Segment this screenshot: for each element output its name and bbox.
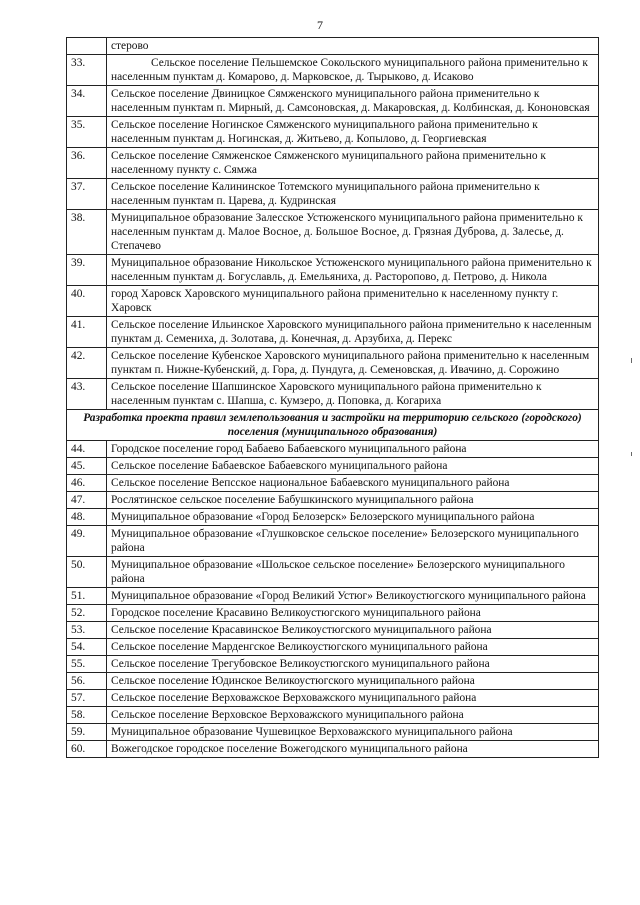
table-row bbox=[67, 639, 599, 656]
row-text: Муниципальное образование Никольское Устюженского муниципального района применительно к населенным пунктам д. Богуславль, д. Емельяниха, д. Расторопово, д. Петрово, д. Никола bbox=[107, 255, 599, 286]
row-number: 46. bbox=[67, 475, 107, 492]
row-number: 43. bbox=[67, 379, 107, 410]
table-row bbox=[67, 690, 599, 707]
row-number: 47. bbox=[67, 492, 107, 509]
scan-mark bbox=[631, 358, 632, 363]
row-text: Сельское поселение Марденгское Великоустюгского муниципального района bbox=[107, 639, 599, 656]
row-number: 34. bbox=[67, 86, 107, 117]
row-text: Сельское поселение Двиницкое Сямженского муниципального района применительно к населенным пунктам п. Мирный, д. Самсоновская, д. Макаровская, д. Колбинская, д. Кононовская bbox=[107, 86, 599, 117]
row-text: Сельское поселение Ногинское Сямженского муниципального района применительно к населенным пунктам д. Ногинская, д. Житьево, д. Копылово, д. Георгиевская bbox=[107, 117, 599, 148]
table-row bbox=[67, 526, 599, 557]
row-number: 59. bbox=[67, 724, 107, 741]
table-row bbox=[67, 588, 599, 605]
row-number: 49. bbox=[67, 526, 107, 557]
table-row bbox=[67, 255, 599, 286]
table-row bbox=[67, 348, 599, 379]
table-row bbox=[67, 509, 599, 526]
table-row bbox=[67, 605, 599, 622]
row-number: 33. bbox=[67, 55, 107, 86]
settlements-table bbox=[66, 37, 599, 758]
table-row bbox=[67, 55, 599, 86]
row-number: 60. bbox=[67, 741, 107, 758]
row-number: 38. bbox=[67, 210, 107, 255]
table-row bbox=[67, 656, 599, 673]
table-row bbox=[67, 475, 599, 492]
row-number: 37. bbox=[67, 179, 107, 210]
row-text: Сельское поселение Сямженское Сямженского муниципального района применительно к населенному пункту с. Сямжа bbox=[107, 148, 599, 179]
row-text: Сельское поселение Шапшинское Харовского муниципального района применительно к населенным пунктам с. Шапша, с. Кумзеро, д. Поповка, д. Когариха bbox=[107, 379, 599, 410]
table-row bbox=[67, 557, 599, 588]
table-body-bottom bbox=[67, 441, 599, 758]
row-number: 57. bbox=[67, 690, 107, 707]
page-number: 7 bbox=[317, 18, 323, 32]
table-row bbox=[67, 724, 599, 741]
row-number: 39. bbox=[67, 255, 107, 286]
row-number: 55. bbox=[67, 656, 107, 673]
row-text: Сельское поселение Калининское Тотемского муниципального района применительно к населенным пунктам п. Царева, д. Кудринская bbox=[107, 179, 599, 210]
row-text: Муниципальное образование Залесское Устюженского муниципального района применительно к населенным пунктам д. Малое Восное, д. Большое Восное, д. Грязная Дуброва, д. Залесье, д. Степачево bbox=[107, 210, 599, 255]
row-number: 50. bbox=[67, 557, 107, 588]
table-row bbox=[67, 210, 599, 255]
row-number: 48. bbox=[67, 509, 107, 526]
row-text: Муниципальное образование «Город Великий Устюг» Великоустюгского муниципального района bbox=[107, 588, 599, 605]
table-row bbox=[67, 117, 599, 148]
section-header-row bbox=[67, 410, 599, 441]
row-text: Сельское поселение Кубенское Харовского муниципального района применительно к населенным пунктам п. Нижне-Кубенский, д. Гора, д. Пундуга, д. Семеновская, д. Ивачино, д. Сорожино bbox=[107, 348, 599, 379]
row-text: Сельское поселение Пельшемское Сокольского муниципального района применительно к населенным пунктам д. Комарово, д. Марковское, д. Тырыково, д. Исаково bbox=[107, 55, 599, 86]
row-text: Муниципальное образование «Глушковское сельское поселение» Белозерского муниципального района bbox=[107, 526, 599, 557]
table-row bbox=[67, 673, 599, 690]
row-number: 41. bbox=[67, 317, 107, 348]
table-row bbox=[67, 86, 599, 117]
table-row bbox=[67, 317, 599, 348]
row-number: 44. bbox=[67, 441, 107, 458]
row-number: 35. bbox=[67, 117, 107, 148]
row-text: Рослятинское сельское поселение Бабушкинского муниципального района bbox=[107, 492, 599, 509]
row-number: 42. bbox=[67, 348, 107, 379]
table-row bbox=[67, 492, 599, 509]
row-text: стерово bbox=[107, 38, 599, 55]
scan-mark bbox=[631, 452, 632, 456]
row-text: Сельское поселение Верховское Верховажского муниципального района bbox=[107, 707, 599, 724]
section-header bbox=[67, 410, 599, 441]
row-number: 56. bbox=[67, 673, 107, 690]
row-text: Муниципальное образование «Шольское сельское поселение» Белозерского муниципального района bbox=[107, 557, 599, 588]
row-text: Сельское поселение Красавинское Великоустюгского муниципального района bbox=[107, 622, 599, 639]
table-row bbox=[67, 38, 599, 55]
row-number: 58. bbox=[67, 707, 107, 724]
row-text: Сельское поселение Ильинское Харовского муниципального района применительно к населенным пунктам д. Семениха, д. Золотава, д. Конечная, д. Арзубиха, д. Перекс bbox=[107, 317, 599, 348]
row-text: Вожегодское городское поселение Вожегодского муниципального района bbox=[107, 741, 599, 758]
table-row bbox=[67, 707, 599, 724]
row-text: Сельское поселение Верховажское Верховажского муниципального района bbox=[107, 690, 599, 707]
table-row bbox=[67, 148, 599, 179]
table-row bbox=[67, 441, 599, 458]
table-row bbox=[67, 179, 599, 210]
row-text: Городское поселение город Бабаево Бабаевского муниципального района bbox=[107, 441, 599, 458]
section-title: Разработка проекта правил землепользования и застройки на территорию сельского (городского) поселения (муниципального образования) bbox=[67, 410, 599, 441]
row-number: 36. bbox=[67, 148, 107, 179]
row-text: Сельское поселение Бабаевское Бабаевского муниципального района bbox=[107, 458, 599, 475]
row-text: город Харовск Харовского муниципального района применительно к населенному пункту г. Харовск bbox=[107, 286, 599, 317]
table-row bbox=[67, 458, 599, 475]
table-row bbox=[67, 622, 599, 639]
row-text: Муниципальное образование «Город Белозерск» Белозерского муниципального района bbox=[107, 509, 599, 526]
table-row bbox=[67, 286, 599, 317]
row-number: 45. bbox=[67, 458, 107, 475]
row-text: Муниципальное образование Чушевицкое Верховажского муниципального района bbox=[107, 724, 599, 741]
row-number: 54. bbox=[67, 639, 107, 656]
row-number: 53. bbox=[67, 622, 107, 639]
row-text: Сельское поселение Вепсское национальное Бабаевского муниципального района bbox=[107, 475, 599, 492]
row-number: 52. bbox=[67, 605, 107, 622]
table-row bbox=[67, 741, 599, 758]
table-body-top bbox=[67, 38, 599, 410]
row-number bbox=[67, 38, 107, 55]
row-number: 51. bbox=[67, 588, 107, 605]
table-row bbox=[67, 379, 599, 410]
row-number: 40. bbox=[67, 286, 107, 317]
row-text: Сельское поселение Юдинское Великоустюгского муниципального района bbox=[107, 673, 599, 690]
row-text: Сельское поселение Трегубовское Великоустюгского муниципального района bbox=[107, 656, 599, 673]
row-text: Городское поселение Красавино Великоустюгского муниципального района bbox=[107, 605, 599, 622]
